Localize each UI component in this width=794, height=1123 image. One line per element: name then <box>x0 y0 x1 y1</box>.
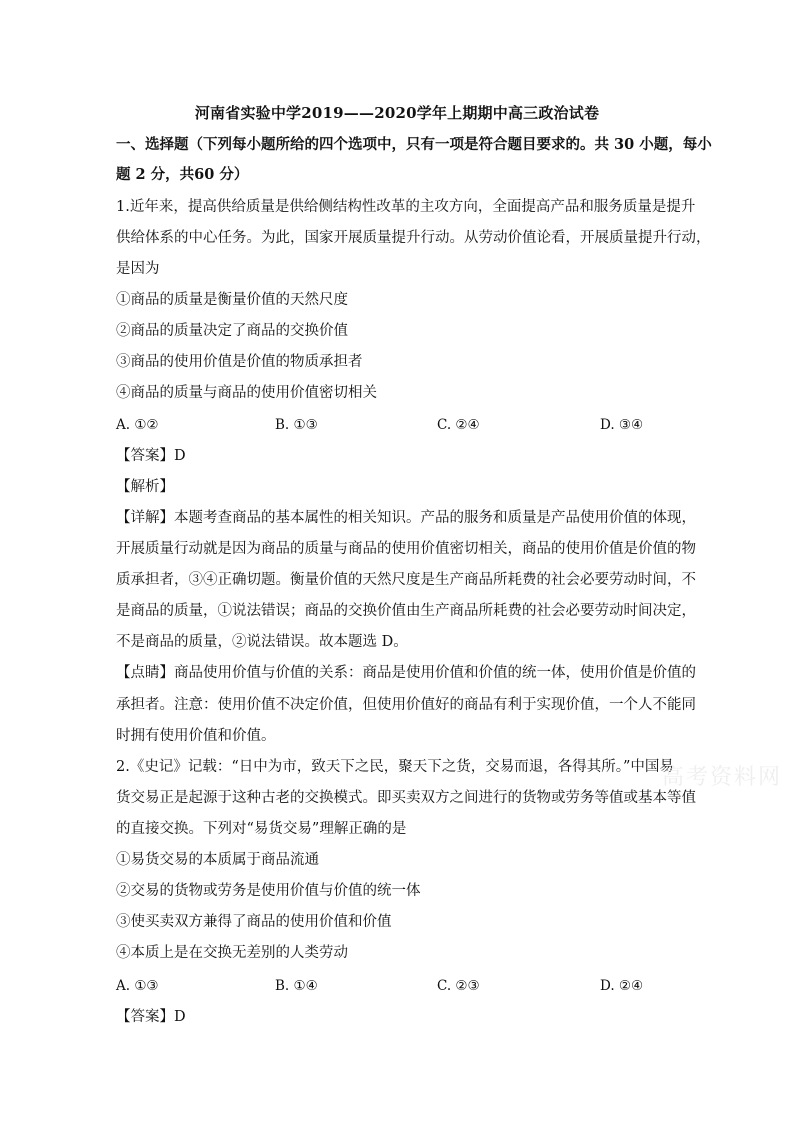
q1-answer: 【答案】D <box>116 448 186 464</box>
q1-stem-line: 供给体系的中心任务。为此，国家开展质量提升行动。从劳动价值论看，开展质量提升行动， <box>116 230 711 246</box>
q1-stem-line: 1.近年来，提高供给质量是供给侧结构性改革的主攻方向，全面提高产品和服务质量是提升 <box>116 199 696 215</box>
q2-statement: ①易货交易的本质属于商品流通 <box>116 852 319 868</box>
q1-statement: ①商品的质量是衡量价值的天然尺度 <box>116 292 348 308</box>
q1-tip-line: 【点睛】商品使用价值与价值的关系：商品是使用价值和价值的统一体，使用价值是价值的 <box>116 665 696 681</box>
q2-answer: 【答案】D <box>116 1009 186 1025</box>
q1-detail-line: 质承担者，③④正确切题。衡量价值的天然尺度是生产商品所耗费的社会必要劳动时间，不 <box>116 572 696 588</box>
watermark: 高考资料网 <box>662 765 783 790</box>
q1-detail-line: 【详解】本题考查商品的基本属性的相关知识。产品的服务和质量是产品使用价值的体现， <box>116 510 696 526</box>
q1-analysis-label: 【解析】 <box>116 479 174 495</box>
q1-tip-line: 承担者。注意：使用价值不决定价值，但使用价值好的商品有利于实现价值，一个人不能同 <box>116 697 696 713</box>
q2-option-c: C. ②③ <box>437 978 480 994</box>
q2-option-b: B. ①④ <box>275 978 318 994</box>
q1-option-c: C. ②④ <box>437 417 480 433</box>
q1-option-b: B. ①③ <box>275 417 318 433</box>
q1-detail-line: 开展质量行动就是因为商品的质量与商品的使用价值密切相关，商品的使用价值是价值的物 <box>116 541 696 557</box>
q2-statement: ②交易的货物或劳务是使用价值与价值的统一体 <box>116 883 421 899</box>
q1-option-a: A. ①② <box>116 417 159 433</box>
q1-statement: ④商品的质量与商品的使用价值密切相关 <box>116 385 377 401</box>
q1-detail-line: 不是商品的质量，②说法错误。故本题选 D。 <box>116 634 408 650</box>
q2-statement: ④本质上是在交换无差别的人类劳动 <box>116 945 348 961</box>
section-heading-line-1: 一、选择题（下列每小题所给的四个选项中，只有一项是符合题目要求的。共 30 小题，每小 <box>116 136 712 153</box>
q2-stem-line: 2.《史记》记载：“日中为市，致天下之民，聚天下之货，交易而退，各得其所。”中国易 <box>116 759 674 775</box>
q1-statement: ③商品的使用价值是价值的物质承担者 <box>116 354 363 370</box>
q2-statement: ③使买卖双方兼得了商品的使用价值和价值 <box>116 914 392 930</box>
q2-option-a: A. ①③ <box>116 978 159 994</box>
q2-option-d: D. ②④ <box>600 978 644 994</box>
section-heading-line-2: 题 2 分，共60 分） <box>116 166 249 183</box>
exam-title: 河南省实验中学2019——2020学年上期期中高三政治试卷 <box>194 104 600 122</box>
q2-stem-line: 的直接交换。下列对“易货交易”理解正确的是 <box>116 821 407 837</box>
q2-stem-line: 货交易正是起源于这种古老的交换模式。即买卖双方之间进行的货物或劳务等值或基本等值 <box>116 790 696 806</box>
q1-stem-line: 是因为 <box>116 261 160 277</box>
q1-option-d: D. ③④ <box>600 417 644 433</box>
q1-tip-line: 时拥有使用价值和价值。 <box>116 728 276 744</box>
q1-statement: ②商品的质量决定了商品的交换价值 <box>116 323 348 339</box>
q1-detail-line: 是商品的质量，①说法错误；商品的交换价值由生产商品所耗费的社会必要劳动时间决定， <box>116 603 696 619</box>
